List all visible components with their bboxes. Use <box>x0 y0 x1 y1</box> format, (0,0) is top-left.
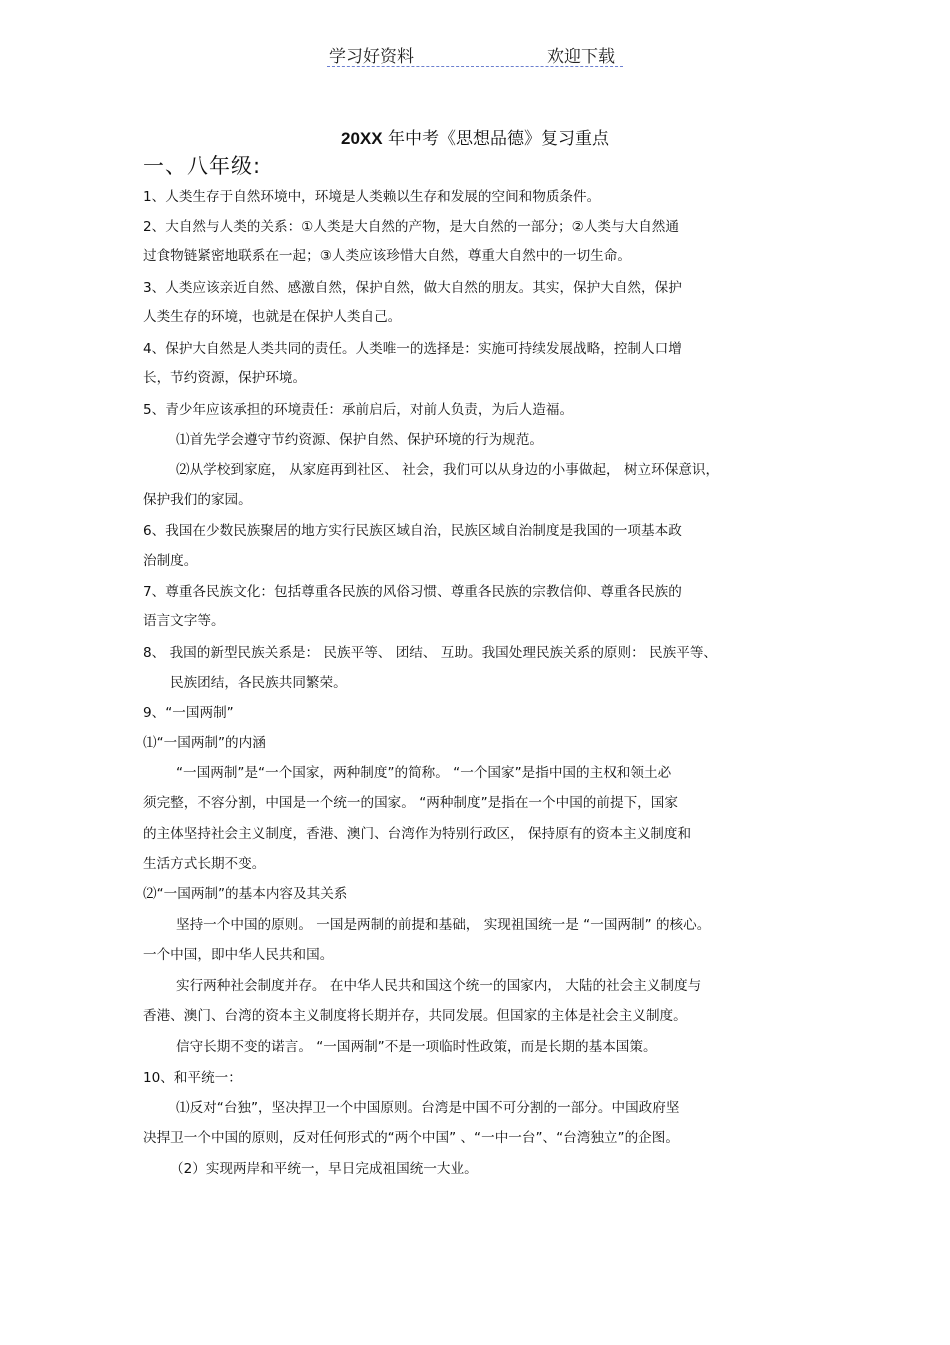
paragraph-line: 须完整，不容分割，中国是一个统一的国家。 “两种制度”是指在一个中国的前提下，国家 <box>143 795 678 811</box>
paragraph-line: 9、“一国两制” <box>143 705 234 721</box>
page-header <box>327 40 623 67</box>
paragraph-line: ⑵“一国两制”的基本内容及其关系 <box>143 886 348 902</box>
paragraph-line: 信守长期不变的诺言。 “一国两制”不是一项临时性政策，而是长期的基本国策。 <box>176 1039 657 1055</box>
paragraph-line: 保护我们的家园。 <box>143 492 252 508</box>
document-title <box>0 124 950 149</box>
paragraph-line: 语言文字等。 <box>143 613 225 629</box>
paragraph-line: 6、我国在少数民族聚居的地方实行民族区域自治，民族区域自治制度是我国的一项基本政 <box>143 523 682 539</box>
paragraph-line: （2）实现两岸和平统一，早日完成祖国统一大业。 <box>170 1161 478 1177</box>
section-heading: 一、八年级: <box>143 154 262 178</box>
paragraph-line: 5、青少年应该承担的环境责任：承前启后，对前人负责，为后人造福。 <box>143 402 574 418</box>
paragraph-line: 治制度。 <box>143 553 198 569</box>
paragraph-line: 长，节约资源，保护环境。 <box>143 370 307 386</box>
paragraph-line: 人类生存的环境，也就是在保护人类自己。 <box>143 309 402 325</box>
paragraph-line: 生活方式长期不变。 <box>143 856 266 872</box>
paragraph-line: 8、 我国的新型民族关系是： 民族平等、 团结、 互助。我国处理民族关系的原则： 民族平等、 <box>143 645 718 661</box>
paragraph-line: 4、保护大自然是人类共同的责任。人类唯一的选择是：实施可持续发展战略，控制人口增 <box>143 341 682 357</box>
paragraph-line: 香港、澳门、台湾的资本主义制度将长期并存，共同发展。但国家的主体是社会主义制度。 <box>143 1008 687 1024</box>
paragraph-line: 2、大自然与人类的关系：①人类是大自然的产物，是大自然的一部分；②人类与大自然通 <box>143 219 679 235</box>
title-rest: 年中考《思想品德》复习重点 <box>382 129 609 149</box>
title-year: 20XX <box>341 129 383 148</box>
paragraph-line: ⑵从学校到家庭， 从家庭再到社区、 社会，我们可以从身边的小事做起， 树立环保意识， <box>176 462 720 478</box>
paragraph-line: 民族团结，各民族共同繁荣。 <box>170 675 347 691</box>
paragraph-line: 实行两种社会制度并存。 在中华人民共和国这个统一的国家内， 大陆的社会主义制度与 <box>176 978 702 994</box>
paragraph-line: 3、人类应该亲近自然、感激自然，保护自然，做大自然的朋友。其实，保护大自然，保护 <box>143 280 682 296</box>
paragraph-line: ⑴首先学会遵守节约资源、保护自然、保护环境的行为规范。 <box>176 432 544 448</box>
paragraph-line: 7、尊重各民族文化：包括尊重各民族的风俗习惯、尊重各民族的宗教信仰、尊重各民族的 <box>143 584 682 600</box>
paragraph-line: 一个中国，即中华人民共和国。 <box>143 947 334 963</box>
paragraph-line: 10、和平统一： <box>143 1070 242 1086</box>
paragraph-line: 的主体坚持社会主义制度，香港、澳门、台湾作为特别行政区， 保持原有的资本主义制度和 <box>143 826 692 842</box>
paragraph-line: 1、人类生存于自然环境中，环境是人类赖以生存和发展的空间和物质条件。 <box>143 189 601 205</box>
paragraph-line: ⑴“一国两制”的内涵 <box>143 735 266 751</box>
paragraph-line: 决捍卫一个中国的原则，反对任何形式的“两个中国” 、“一中一台”、“台湾独立”的企图。 <box>143 1130 679 1146</box>
paragraph-line: ⑴反对“台独”，坚决捍卫一个中国原则。台湾是中国不可分割的一部分。中国政府坚 <box>176 1100 680 1116</box>
paragraph-line: “一国两制”是“一个国家，两种制度”的简称。 “一个国家”是指中国的主权和领土必 <box>176 765 672 781</box>
header-left-text: 学习好资料 <box>329 47 414 67</box>
paragraph-line: 坚持一个中国的原则。 一国是两制的前提和基础， 实现祖国统一是 “一国两制” 的核心。 <box>176 917 711 933</box>
header-right-text: 欢迎下载 <box>547 47 615 67</box>
paragraph-line: 过食物链紧密地联系在一起；③人类应该珍惜大自然，尊重大自然中的一切生命。 <box>143 248 631 264</box>
